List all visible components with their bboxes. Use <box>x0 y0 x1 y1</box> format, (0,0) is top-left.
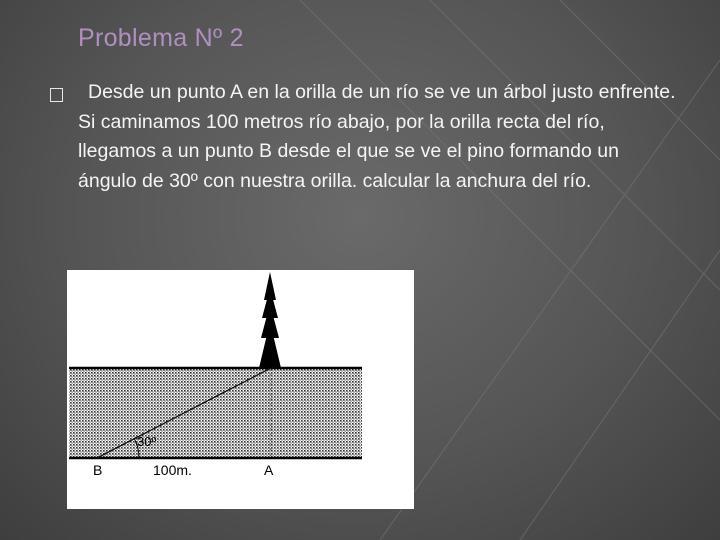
point-a-label: A <box>264 462 274 478</box>
river-diagram <box>67 270 414 509</box>
point-b-label: B <box>93 462 103 478</box>
problem-paragraph: Desde un punto A en la orilla de un río se ve un árbol justo enfrente. Si caminamos 100 metros río abajo, por la orilla recta del río, llegamos a un punto B desde el que se ve el pino formando un ángulo de 30º con nuestra orilla. calcular la anchura del río. <box>78 81 676 192</box>
river-area <box>69 368 362 458</box>
problem-paragraph-container <box>78 78 678 216</box>
pine-tree-icon <box>259 272 281 368</box>
slide-title: Problema Nº 2 <box>78 24 244 52</box>
distance-label: 100m. <box>153 462 192 478</box>
bullet-icon <box>50 88 63 102</box>
angle-label: 30º <box>137 434 157 449</box>
